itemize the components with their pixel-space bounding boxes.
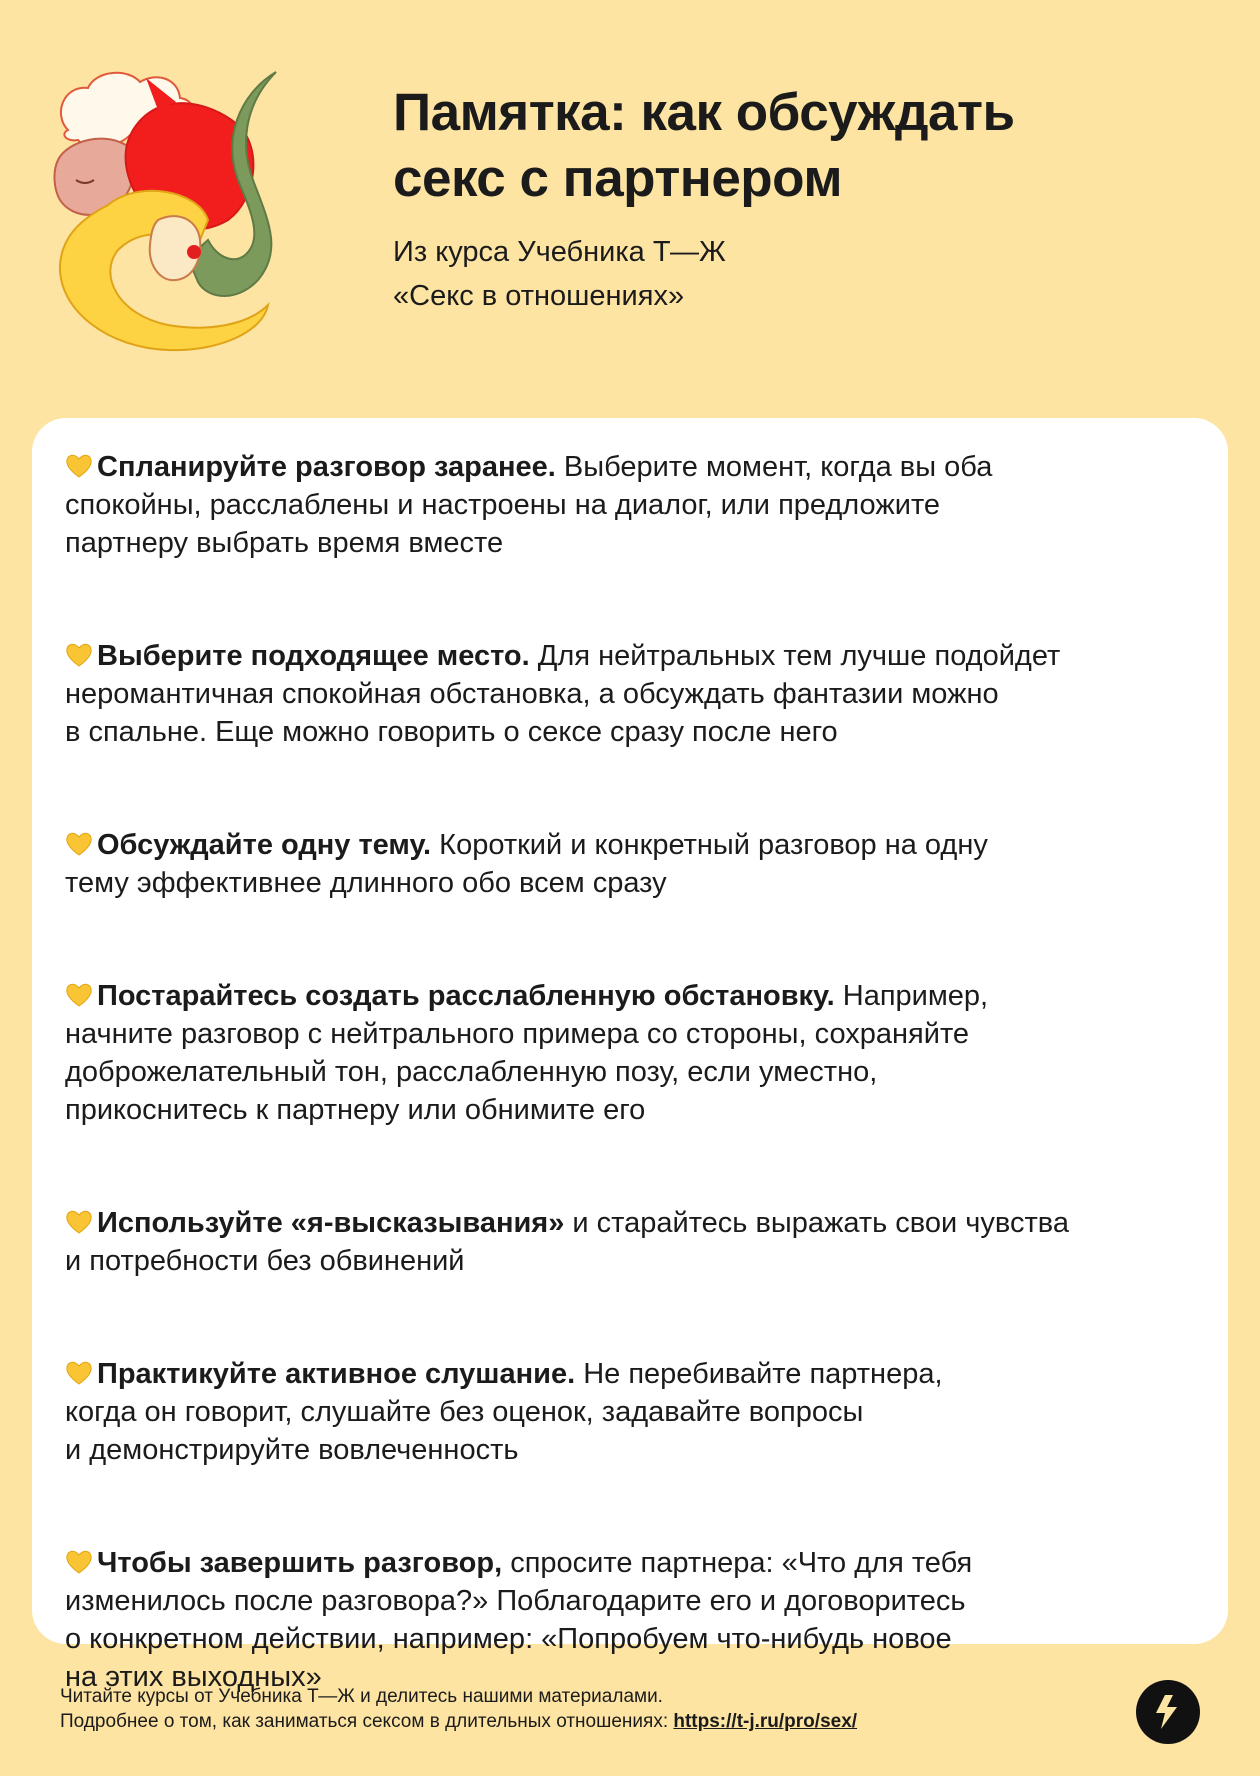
lightning-logo-icon[interactable] bbox=[1136, 1680, 1200, 1744]
tip-text-line: партнеру выбрать время вместе bbox=[65, 527, 504, 559]
tip-text-line: прикоснитесь к партнеру или обнимите его bbox=[65, 1094, 646, 1126]
footer-link[interactable]: https://t-j.ru/pro/sex/ bbox=[673, 1711, 858, 1732]
yellow-heart-icon bbox=[65, 1359, 93, 1387]
footer-line-2 bbox=[60, 1709, 857, 1734]
tip-text-line: в спальне. Еще можно говорить о сексе сразу после него bbox=[65, 716, 838, 748]
tip-text-line: Выберите момент, когда вы оба bbox=[563, 451, 993, 483]
subtitle bbox=[393, 230, 1213, 318]
tip-text-line: и старайтесь выражать свои чувства bbox=[572, 1207, 1069, 1239]
tip-item bbox=[65, 637, 1205, 751]
tip-heading: Постарайтесь создать расслабленную обстановку. bbox=[97, 980, 835, 1012]
couple-illustration bbox=[48, 70, 328, 352]
tip-item bbox=[65, 977, 1205, 1129]
tip-item bbox=[65, 826, 1205, 902]
tip-item bbox=[65, 1544, 1205, 1696]
page-title bbox=[393, 80, 1213, 212]
footer-line-1: Читайте курсы от Учебника Т—Ж и делитесь нашими материалами. bbox=[60, 1686, 663, 1707]
footer-line-2-text: Подробнее о том, как заниматься сексом в длительных отношениях: bbox=[60, 1711, 669, 1732]
tip-item bbox=[65, 1204, 1205, 1280]
tip-heading: Выберите подходящее место. bbox=[97, 640, 530, 672]
tip-text-line: спросите партнера: «Что для тебя bbox=[510, 1547, 973, 1579]
tip-text-line: когда он говорит, слушайте без оценок, задавайте вопросы bbox=[65, 1396, 864, 1428]
title-line-1: Памятка: как обсуждать bbox=[393, 83, 1015, 142]
tip-text-line: тему эффективнее длинного обо всем сразу bbox=[65, 867, 667, 899]
yellow-heart-icon bbox=[65, 1548, 93, 1576]
tip-text-line: Например, bbox=[842, 980, 989, 1012]
tip-text-line: и демонстрируйте вовлеченность bbox=[65, 1434, 519, 1466]
yellow-heart-icon bbox=[65, 1208, 93, 1236]
yellow-heart-icon bbox=[65, 830, 93, 858]
tip-text-line: изменилось после разговора?» Поблагодарите его и договоритесь bbox=[65, 1585, 966, 1617]
tip-heading: Чтобы завершить разговор, bbox=[97, 1547, 503, 1579]
tip-heading: Практикуйте активное слушание. bbox=[97, 1358, 576, 1390]
tip-text-line: Для нейтральных тем лучше подойдет bbox=[537, 640, 1061, 672]
tip-text-line: неромантичная спокойная обстановка, а обсуждать фантазии можно bbox=[65, 678, 999, 710]
lightning-bolt-icon bbox=[1151, 1693, 1185, 1731]
tip-text-line: на этих выходных» bbox=[65, 1661, 322, 1693]
tips-card bbox=[32, 418, 1228, 1693]
title-line-2: секс с партнером bbox=[393, 149, 843, 208]
subtitle-line-2: «Секс в отношениях» bbox=[393, 280, 685, 312]
tip-item bbox=[65, 448, 1205, 562]
tip-text-line: Не перебивайте партнера, bbox=[583, 1358, 943, 1390]
tip-heading: Обсуждайте одну тему. bbox=[97, 829, 432, 861]
tip-item bbox=[65, 1355, 1205, 1469]
yellow-heart-icon bbox=[65, 452, 93, 480]
tip-text-line: Короткий и конкретный разговор на одну bbox=[439, 829, 988, 861]
tip-heading: Спланируйте разговор заранее. bbox=[97, 451, 556, 483]
tip-text-line: и потребности без обвинений bbox=[65, 1245, 465, 1277]
tip-text-line: спокойны, расслаблены и настроены на диалог, или предложите bbox=[65, 489, 941, 521]
tip-text-line: о конкретном действии, например: «Попробуем что-нибудь новое bbox=[65, 1623, 952, 1655]
yellow-heart-icon bbox=[65, 981, 93, 1009]
subtitle-line-1: Из курса Учебника Т—Ж bbox=[393, 236, 726, 268]
tips-list bbox=[65, 448, 1205, 1771]
yellow-heart-icon bbox=[65, 641, 93, 669]
tip-heading: Используйте «я-высказывания» bbox=[97, 1207, 565, 1239]
footer bbox=[60, 1684, 857, 1734]
header bbox=[393, 80, 1213, 318]
tip-text-line: доброжелательный тон, расслабленную позу, если уместно, bbox=[65, 1056, 878, 1088]
tip-text-line: начните разговор с нейтрального примера со стороны, сохраняйте bbox=[65, 1018, 970, 1050]
